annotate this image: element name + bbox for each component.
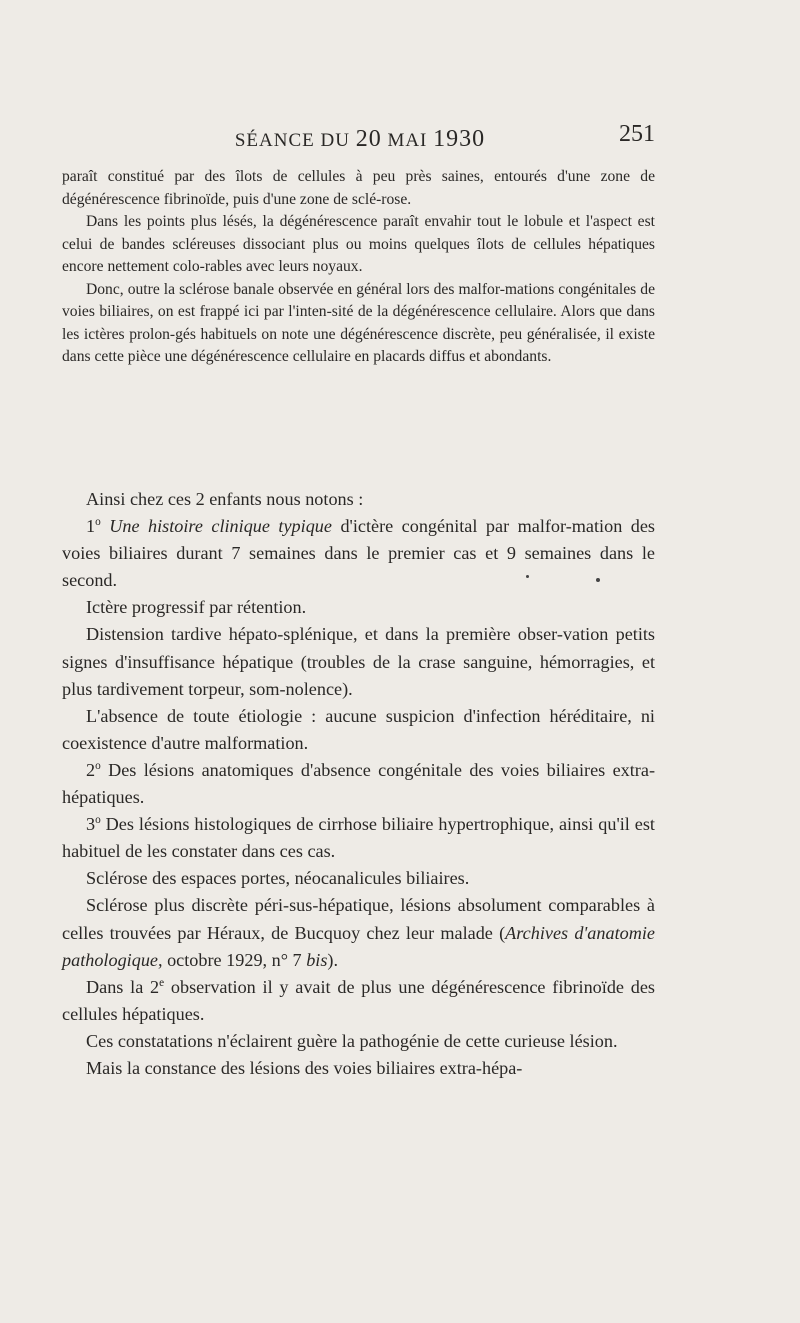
paragraph: Dans les points plus lésés, la dégénérescence paraît envahir tout le lobule et l'aspect est celui de bandes scléreuses dissociant plus ou moins quelques îlots de cellules hépatiques encore nettement colo-rables avec leurs noyaux. bbox=[62, 213, 655, 275]
ink-speck bbox=[526, 575, 529, 578]
paragraph-text: d'ictère congénital par malfor-mation des voies biliaires durant 7 semaines dans le premier cas et 9 semaines dans le second. bbox=[62, 516, 656, 591]
paragraph: Ces constatations n'éclairent guère la pathogénie de cette curieuse lésion. bbox=[86, 1030, 618, 1051]
paragraph-text: Des lésions anatomiques d'absence congénitale des voies biliaires extra-hépatiques. bbox=[62, 759, 655, 808]
paragraph-point-2 bbox=[62, 757, 655, 811]
paragraph-text: Sclérose plus discrète péri-sus-hépatique, lésions absolument comparables à celles trouvées par Héraux, de Bucquoy chez leur malade ( bbox=[62, 895, 655, 943]
small-text-block bbox=[62, 166, 655, 369]
running-title-month: MAI bbox=[381, 130, 434, 151]
ordinal-mark: e bbox=[159, 976, 165, 989]
paragraph-point-3 bbox=[62, 811, 655, 865]
point-number: 3 bbox=[86, 814, 96, 835]
page-number: 251 bbox=[619, 121, 655, 147]
paragraph: Ictère progressif par rétention. bbox=[86, 597, 307, 618]
italic-phrase: Une histoire clinique typique bbox=[109, 516, 332, 537]
paragraph: paraît constitué par des îlots de cellules à peu près saines, entourés d'une zone de dégénérescence fibrinoïde, puis d'une zone de sclé-rose. bbox=[62, 168, 655, 208]
ordinal-mark: o bbox=[95, 516, 101, 529]
paragraph-text: Des lésions histologiques de cirrhose biliaire hypertrophique, ainsi qu'il est habituel de les constater dans ces cas. bbox=[62, 814, 655, 862]
paragraph: L'absence de toute étiologie : aucune suspicion d'infection héréditaire, ni coexistence d'autre malformation. bbox=[62, 705, 655, 753]
paragraph: Sclérose des espaces portes, néocanalicules biliaires. bbox=[86, 868, 470, 889]
paragraph: Donc, outre la sclérose banale observée en général lors des malfor-mations congénitales de voies biliaires, on est frappé ici par l'inten-sité de la dégénérescence cellulaire. Alors que dans les ictères prolon-gés habituels on note une dégénérescence discrète, peu généralisée, il existe dans cette pièce une dégénérescence cellulaire en placards diffus et abondants. bbox=[62, 280, 655, 365]
running-title bbox=[65, 126, 655, 153]
ink-speck bbox=[596, 578, 600, 582]
running-title-year: 1930 bbox=[433, 126, 486, 152]
paragraph-text: observation il y avait de plus une dégénérescence fibrinoïde des cellules hépatiques. bbox=[62, 976, 655, 1024]
paragraph: Mais la constance des lésions des voies biliaires extra-hépa- bbox=[86, 1057, 523, 1078]
paragraph: Distension tardive hépato-splénique, et dans la première obser-vation petits signes d'insuffisance hépatique (troubles de la crase sanguine, hémorragies, et plus tardivement torpeur, som-nolence). bbox=[62, 624, 655, 699]
paragraph-citation bbox=[62, 892, 655, 973]
journal-title: Archives d'anatomie pathologique, bbox=[62, 922, 655, 970]
page-header bbox=[65, 120, 655, 158]
citation-date: octobre 1929, n° 7 bbox=[162, 949, 307, 970]
paragraph-intro: Ainsi chez ces 2 enfants nous notons : bbox=[86, 489, 364, 509]
paragraph-text: Dans la 2 bbox=[86, 976, 160, 997]
citation-bis: bis bbox=[306, 949, 328, 970]
running-title-day: 20 bbox=[355, 126, 382, 152]
large-text-block bbox=[62, 486, 655, 1082]
point-number: 2 bbox=[86, 759, 96, 780]
paragraph-point-1 bbox=[62, 513, 655, 594]
point-number: 1 bbox=[86, 516, 96, 537]
paragraph bbox=[62, 974, 655, 1028]
running-title-seance: SÉANCE DU bbox=[234, 130, 356, 151]
citation-close: ). bbox=[327, 949, 339, 970]
ordinal-mark: o bbox=[95, 814, 101, 827]
ordinal-mark: o bbox=[95, 759, 101, 772]
